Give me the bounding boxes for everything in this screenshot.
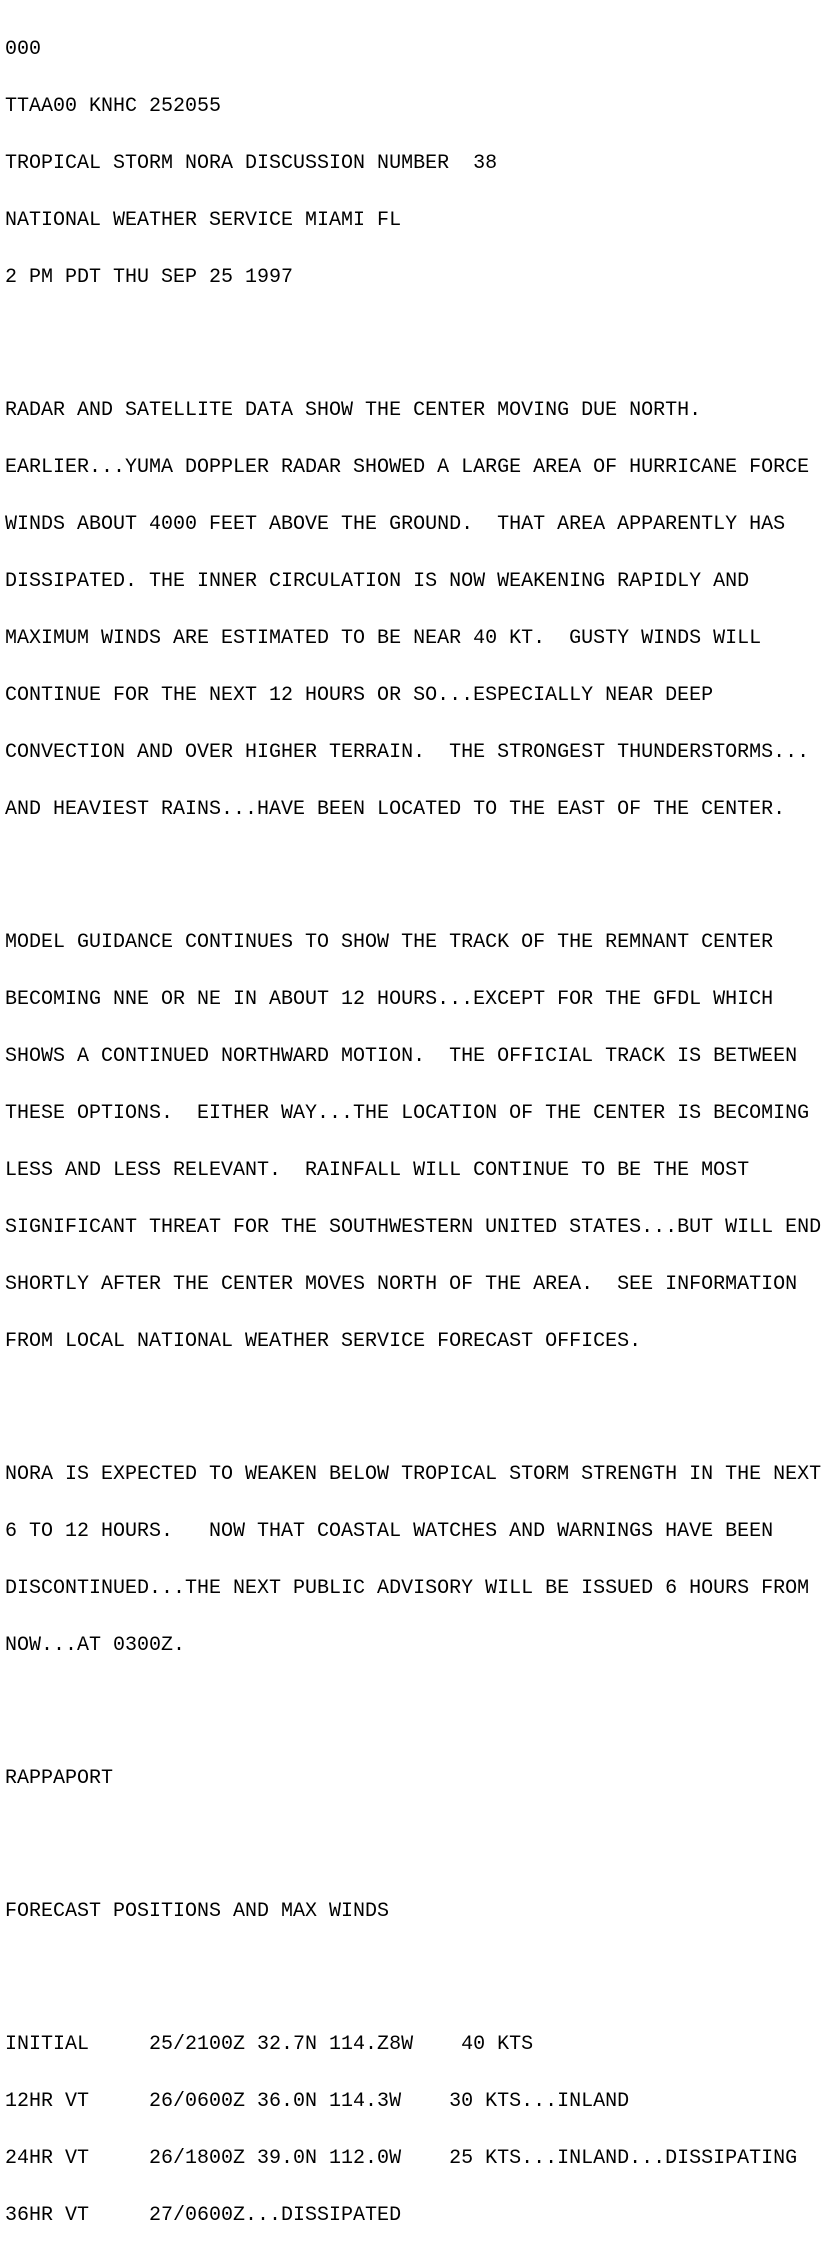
paragraph-line: BECOMING NNE OR NE IN ABOUT 12 HOURS...EXCEPT FOR THE GFDL WHICH (5, 988, 774, 1011)
paragraph-line: CONVECTION AND OVER HIGHER TERRAIN. THE STRONGEST THUNDERSTORMS... (5, 741, 810, 764)
paragraph-line: FROM LOCAL NATIONAL WEATHER SERVICE FORECAST OFFICES. (5, 1330, 642, 1353)
paragraph-line: NOW...AT 0300Z. (5, 1634, 186, 1657)
forecast-heading: FORECAST POSITIONS AND MAX WINDS (5, 1900, 390, 1923)
paragraph-line: EARLIER...YUMA DOPPLER RADAR SHOWED A LARGE AREA OF HURRICANE FORCE (5, 456, 810, 479)
blank-line (5, 325, 826, 344)
paragraph-line: DISCONTINUED...THE NEXT PUBLIC ADVISORY WILL BE ISSUED 6 HOURS FROM (5, 1577, 810, 1600)
forecast-row: INITIAL 25/2100Z 32.7N 114.Z8W 40 KTS (5, 2033, 534, 2056)
paragraph-line: NORA IS EXPECTED TO WEAKEN BELOW TROPICAL STORM STRENGTH IN THE NEXT (5, 1463, 822, 1486)
paragraph-line: DISSIPATED. THE INNER CIRCULATION IS NOW WEAKENING RAPIDLY AND (5, 570, 750, 593)
blank-line (5, 1693, 826, 1712)
blank-line (5, 1826, 826, 1845)
paragraph-line: AND HEAVIEST RAINS...HAVE BEEN LOCATED TO THE EAST OF THE CENTER. (5, 798, 786, 821)
blank-line (5, 1389, 826, 1408)
issue-time: 2 PM PDT THU SEP 25 1997 (5, 266, 294, 289)
issuing-office: NATIONAL WEATHER SERVICE MIAMI FL (5, 209, 402, 232)
paragraph-line: MODEL GUIDANCE CONTINUES TO SHOW THE TRACK OF THE REMNANT CENTER (5, 931, 774, 954)
paragraph-line: 6 TO 12 HOURS. NOW THAT COASTAL WATCHES AND WARNINGS HAVE BEEN (5, 1520, 774, 1543)
forecaster-name: RAPPAPORT (5, 1767, 114, 1790)
paragraph-line: SHOWS A CONTINUED NORTHWARD MOTION. THE OFFICIAL TRACK IS BETWEEN (5, 1045, 798, 1068)
paragraph-line: SIGNIFICANT THREAT FOR THE SOUTHWESTERN UNITED STATES...BUT WILL END (5, 1216, 822, 1239)
blank-line (5, 1959, 826, 1978)
blank-line (5, 857, 826, 876)
paragraph-line: MAXIMUM WINDS ARE ESTIMATED TO BE NEAR 40 KT. GUSTY WINDS WILL (5, 627, 762, 650)
paragraph-line: RADAR AND SATELLITE DATA SHOW THE CENTER MOVING DUE NORTH. (5, 399, 702, 422)
paragraph-line: THESE OPTIONS. EITHER WAY...THE LOCATION OF THE CENTER IS BECOMING (5, 1102, 810, 1125)
discussion-document (5, 2, 826, 2244)
paragraph-line: WINDS ABOUT 4000 FEET ABOVE THE GROUND. THAT AREA APPARENTLY HAS (5, 513, 786, 536)
header-line: 000 (5, 38, 42, 61)
paragraph-line: CONTINUE FOR THE NEXT 12 HOURS OR SO...ESPECIALLY NEAR DEEP (5, 684, 714, 707)
forecast-row: 12HR VT 26/0600Z 36.0N 114.3W 30 KTS...INLAND (5, 2090, 630, 2113)
header-line: TTAA00 KNHC 252055 (5, 95, 222, 118)
forecast-row: 24HR VT 26/1800Z 39.0N 112.0W 25 KTS...INLAND...DISSIPATING (5, 2147, 798, 2170)
forecast-row: 36HR VT 27/0600Z...DISSIPATED (5, 2204, 402, 2227)
paragraph-line: LESS AND LESS RELEVANT. RAINFALL WILL CONTINUE TO BE THE MOST (5, 1159, 750, 1182)
paragraph-line: SHORTLY AFTER THE CENTER MOVES NORTH OF THE AREA. SEE INFORMATION (5, 1273, 798, 1296)
document-title: TROPICAL STORM NORA DISCUSSION NUMBER 38 (5, 152, 498, 175)
